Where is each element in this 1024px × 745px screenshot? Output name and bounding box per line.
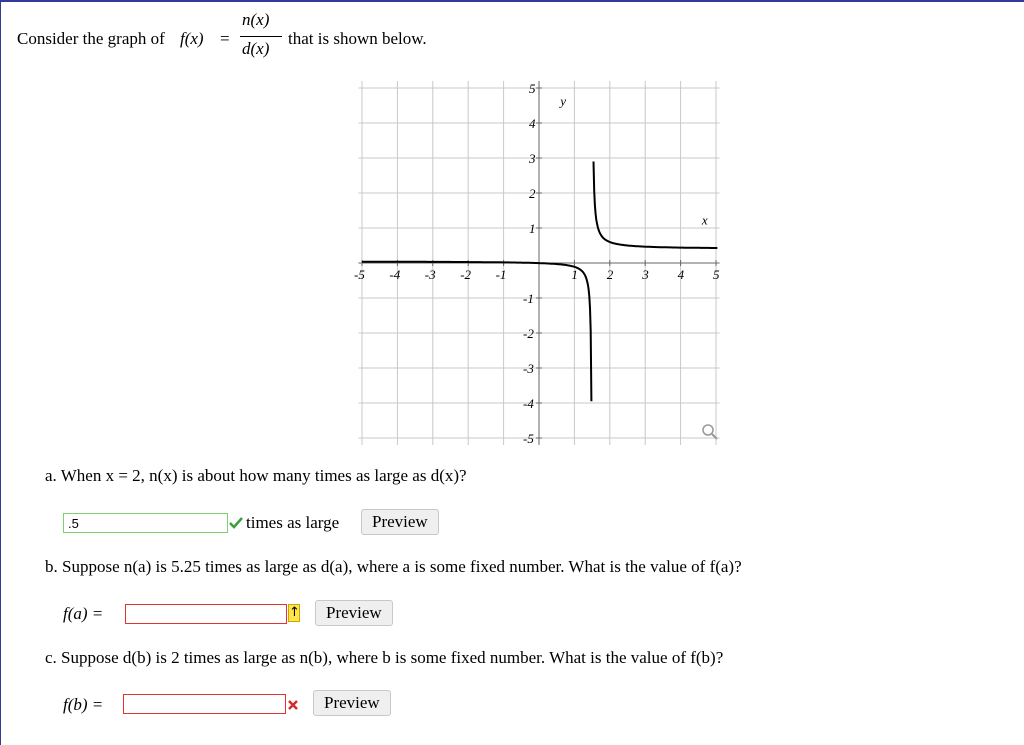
curve-right-branch: [594, 162, 718, 249]
y-tick-label: -3: [523, 361, 534, 376]
cross-icon: [288, 700, 298, 710]
y-axis-label: y: [560, 93, 567, 109]
part-a-unit: times as large: [246, 513, 340, 532]
y-tick-label: -2: [523, 326, 534, 341]
check-icon: [229, 517, 243, 529]
part-b-label: f(a) =: [63, 604, 104, 623]
part-b-preview-button[interactable]: Preview: [315, 600, 393, 626]
part-a-preview-button[interactable]: Preview: [361, 509, 439, 535]
intro-prefix: Consider the graph of: [17, 29, 165, 48]
fraction-bar: [240, 36, 282, 37]
frame-left-border: [0, 0, 1, 745]
part-c-label: f(b) =: [63, 695, 104, 714]
fraction-numerator: n(x): [242, 10, 270, 29]
intro-fraction: [240, 10, 282, 62]
x-axis-label: x: [701, 212, 708, 228]
intro-equals: =: [220, 29, 230, 48]
intro-suffix: that is shown below.: [288, 29, 427, 48]
y-tick-label: 4: [529, 116, 536, 131]
x-tick-label: -1: [495, 267, 507, 282]
x-tick-label: -5: [354, 267, 365, 282]
part-a-answer-input[interactable]: [63, 513, 228, 533]
x-tick-label: 3: [642, 267, 649, 282]
y-tick-label: 3: [529, 151, 536, 166]
x-tick-label: 2: [606, 267, 614, 282]
intro-fx: f(x): [180, 29, 204, 48]
part-c-question: [45, 648, 723, 668]
y-tick-label: 2: [529, 186, 536, 201]
x-tick-label: 4: [677, 267, 685, 282]
warning-arrow-icon: ↑: [289, 605, 300, 620]
part-c-answer-input[interactable]: [123, 694, 286, 714]
part-a-question: [45, 466, 467, 486]
y-tick-label: 5: [529, 81, 536, 96]
function-graph: [354, 80, 722, 446]
curve-left-branch: [362, 262, 591, 402]
part-c-question-text: c. Suppose d(b) is 2 times as large as n(b), where b is some fixed number. What is the value of f(b)?: [45, 648, 724, 667]
frame-top-border: [0, 0, 1024, 2]
part-b-question-text: b. Suppose n(a) is 5.25 times as large as d(a), where a is some fixed number. What is the value of f(a)?: [45, 557, 742, 576]
part-c-preview-button[interactable]: Preview: [313, 690, 391, 716]
y-tick-label: -1: [523, 291, 534, 306]
part-b-answer-input[interactable]: [125, 604, 287, 624]
fraction-denominator: d(x): [242, 39, 270, 58]
part-b-question: [45, 557, 742, 577]
x-tick-label: 1: [571, 267, 578, 282]
part-a-question-text: a. When x = 2, n(x) is about how many times as large as d(x)?: [45, 466, 467, 485]
x-tick-label: -4: [389, 267, 401, 282]
y-tick-label: -5: [523, 431, 534, 446]
x-tick-label: -2: [460, 267, 472, 282]
magnifier-icon[interactable]: [703, 425, 717, 439]
x-tick-label: -3: [424, 267, 436, 282]
y-tick-label: -4: [523, 396, 534, 411]
x-tick-label: 5: [713, 267, 720, 282]
y-tick-label: 1: [529, 221, 536, 236]
